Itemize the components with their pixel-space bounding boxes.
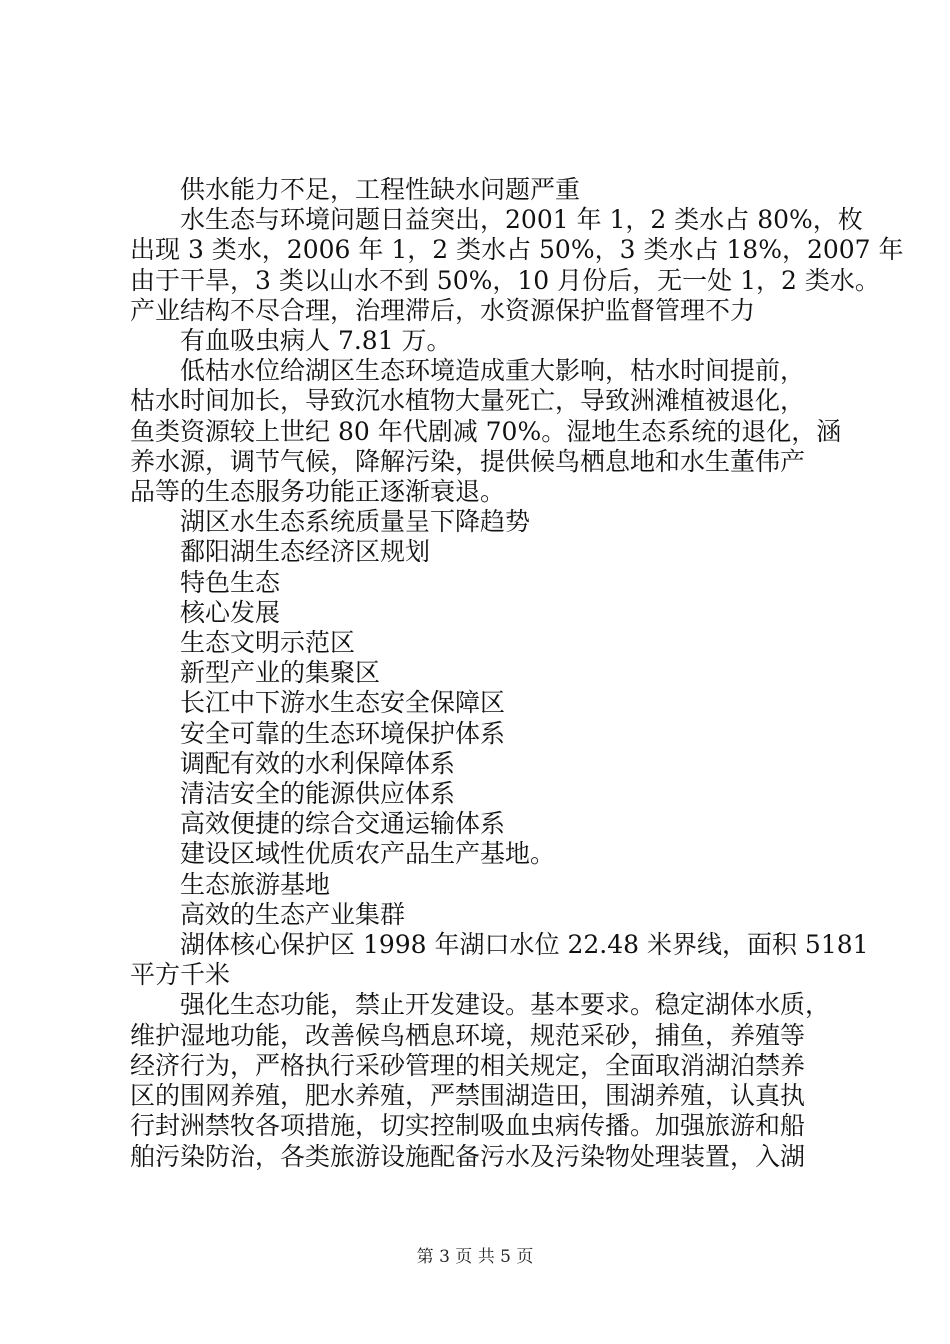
text-line: 出现 3 类水，2006 年 1，2 类水占 50%，3 类水占 18%，2007 年 bbox=[130, 235, 904, 265]
text-line: 产业结构不尽合理，治理滞后，水资源保护监督管理不力 bbox=[130, 295, 756, 325]
text-line: 特色生态 bbox=[180, 567, 281, 597]
text-line: 供水能力不足，工程性缺水问题严重 bbox=[180, 175, 581, 204]
text-line: 生态文明示范区 bbox=[180, 628, 356, 658]
text-line: 长江中下游水生态安全保障区 bbox=[180, 688, 506, 718]
text-line: 核心发展 bbox=[180, 597, 281, 627]
text-line: 强化生态功能，禁止开发建设。基本要求。稳定湖体水质， bbox=[180, 990, 831, 1020]
text-line: 清洁安全的能源供应体系 bbox=[180, 779, 456, 809]
text-line: 区的围网养殖，肥水养殖，严禁围湖造田，围湖养殖，认真执 bbox=[130, 1081, 806, 1111]
text-line: 经济行为，严格执行采砂管理的相关规定，全面取消湖泊禁养 bbox=[130, 1050, 806, 1080]
text-line: 高效便捷的综合交通运输体系 bbox=[180, 809, 506, 839]
text-line: 湖体核心保护区 1998 年湖口水位 22.48 米界线，面积 5181 bbox=[180, 930, 869, 960]
text-line: 养水源，调节气候，降解污染，提供候鸟栖息地和水生董伟产 bbox=[130, 446, 806, 476]
text-line: 枯水时间加长，导致沉水植物大量死亡，导致洲滩植被退化， bbox=[130, 386, 806, 416]
text-line: 鱼类资源较上世纪 80 年代剧减 70%。湿地生态系统的退化，涵 bbox=[130, 416, 842, 446]
page-footer: 第 3 页 共 5 页 bbox=[416, 1247, 534, 1267]
text-line: 舶污染防治，各类旅游设施配备污水及污染物处理装置，入湖 bbox=[130, 1141, 806, 1171]
text-line: 水生态与环境问题日益突出，2001 年 1，2 类水占 80%，枚 bbox=[180, 205, 863, 235]
text-line: 行封洲禁牧各项措施，切实控制吸血虫病传播。加强旅游和船 bbox=[130, 1111, 806, 1141]
text-line: 湖区水生态系统质量呈下降趋势 bbox=[180, 507, 531, 537]
text-line: 高效的生态产业集群 bbox=[180, 899, 406, 929]
text-line: 低枯水位给湖区生态环境造成重大影响，枯水时间提前， bbox=[180, 356, 806, 386]
text-line: 生态旅游基地 bbox=[180, 869, 331, 899]
text-line: 鄱阳湖生态经济区规划 bbox=[180, 537, 431, 567]
text-line: 建设区域性优质农产品生产基地。 bbox=[180, 839, 556, 869]
document-body bbox=[130, 175, 904, 1172]
text-line: 有血吸虫病人 7.81 万。 bbox=[180, 326, 452, 356]
text-line: 调配有效的水利保障体系 bbox=[180, 748, 456, 778]
text-line: 维护湿地功能，改善候鸟栖息环境，规范采砂，捕鱼，养殖等 bbox=[130, 1020, 806, 1050]
text-line: 安全可靠的生态环境保护体系 bbox=[180, 718, 506, 748]
text-line: 由于干旱，3 类以山水不到 50%，10 月份后，无一处 1，2 类水。 bbox=[130, 265, 880, 295]
text-line: 品等的生态服务功能正逐渐衰退。 bbox=[130, 477, 506, 507]
text-line: 平方千米 bbox=[130, 960, 231, 990]
text-line: 新型产业的集聚区 bbox=[180, 658, 381, 688]
